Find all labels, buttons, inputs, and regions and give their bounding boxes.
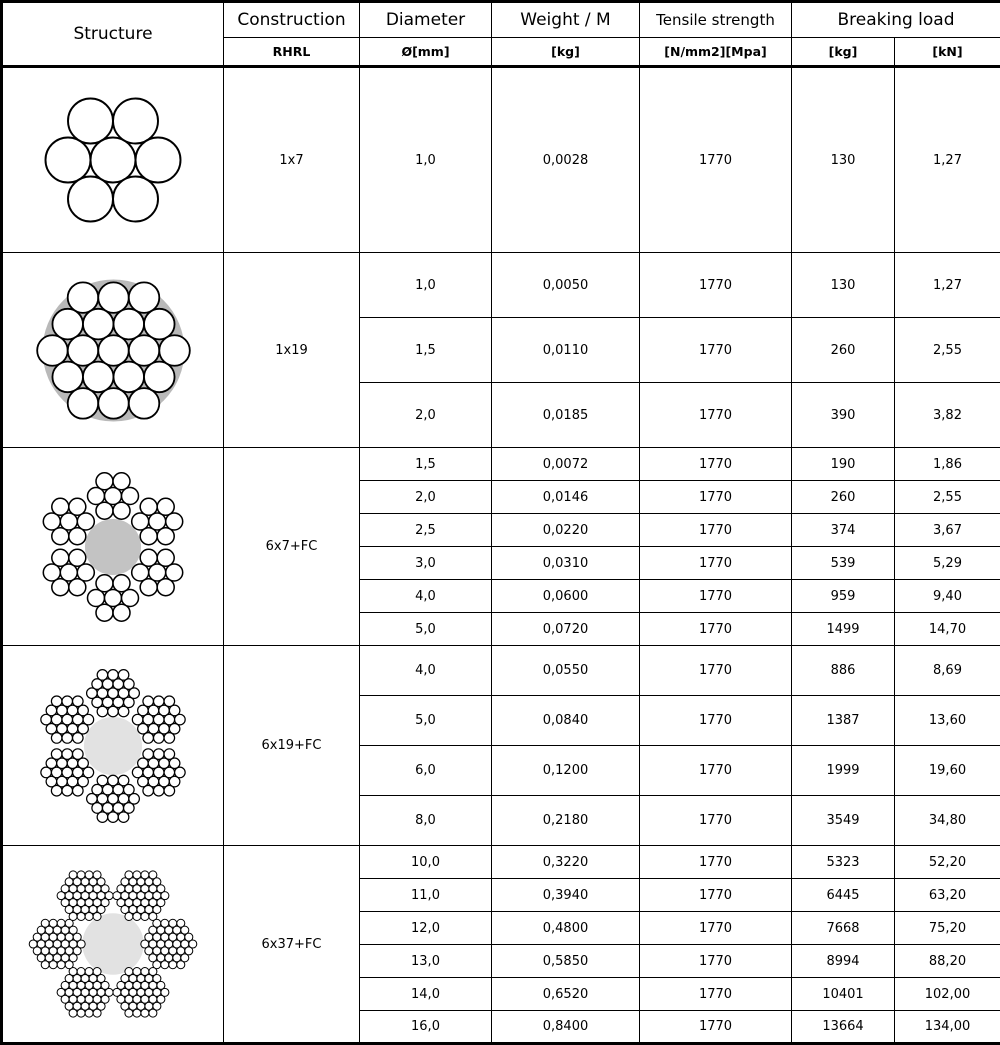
tensile-cell: 1770 xyxy=(640,253,792,318)
diameter-cell: 2,5 xyxy=(360,514,492,547)
breaking-kg-cell: 1499 xyxy=(792,613,895,646)
construction-cell: 1x19 xyxy=(224,253,360,448)
tensile-cell: 1770 xyxy=(640,846,792,879)
table-body xyxy=(2,67,1000,1044)
subheader-diameter-mm: Ø[mm] xyxy=(360,38,492,67)
subheader-breaking-kn: [kN] xyxy=(895,38,1000,67)
tensile-cell: 1770 xyxy=(640,383,792,448)
rope-cross-section-icon xyxy=(28,462,198,632)
rope-cross-section-icon xyxy=(38,85,188,235)
diameter-cell: 5,0 xyxy=(360,696,492,746)
breaking-kn-cell: 14,70 xyxy=(895,613,1000,646)
weight-cell: 0,0050 xyxy=(492,253,640,318)
construction-cell: 6x37+FC xyxy=(224,846,360,1044)
breaking-kg-cell: 1387 xyxy=(792,696,895,746)
diameter-cell: 13,0 xyxy=(360,945,492,978)
structure-cell-1x19 xyxy=(2,253,224,448)
breaking-kg-cell: 959 xyxy=(792,580,895,613)
weight-cell: 0,0028 xyxy=(492,67,640,253)
breaking-kn-cell: 52,20 xyxy=(895,846,1000,879)
breaking-kn-cell: 2,55 xyxy=(895,318,1000,383)
construction-cell: 6x19+FC xyxy=(224,646,360,846)
spec-row xyxy=(2,253,1000,318)
diameter-cell: 16,0 xyxy=(360,1011,492,1044)
weight-cell: 0,0600 xyxy=(492,580,640,613)
weight-cell: 0,0110 xyxy=(492,318,640,383)
spec-row xyxy=(2,67,1000,253)
breaking-kn-cell: 134,00 xyxy=(895,1011,1000,1044)
breaking-kn-cell: 3,82 xyxy=(895,383,1000,448)
weight-cell: 0,0220 xyxy=(492,514,640,547)
subheader-breaking-kg: [kg] xyxy=(792,38,895,67)
diameter-cell: 1,5 xyxy=(360,318,492,383)
breaking-kg-cell: 5323 xyxy=(792,846,895,879)
diameter-cell: 1,0 xyxy=(360,253,492,318)
breaking-kg-cell: 374 xyxy=(792,514,895,547)
weight-cell: 0,2180 xyxy=(492,796,640,846)
breaking-kn-cell: 9,40 xyxy=(895,580,1000,613)
breaking-kg-cell: 7668 xyxy=(792,912,895,945)
weight-cell: 0,8400 xyxy=(492,1011,640,1044)
breaking-kg-cell: 539 xyxy=(792,547,895,580)
spec-row xyxy=(2,846,1000,879)
table-header xyxy=(2,2,1000,67)
breaking-kg-cell: 13664 xyxy=(792,1011,895,1044)
weight-cell: 0,0146 xyxy=(492,481,640,514)
breaking-kn-cell: 3,67 xyxy=(895,514,1000,547)
diameter-cell: 3,0 xyxy=(360,547,492,580)
tensile-cell: 1770 xyxy=(640,746,792,796)
breaking-kg-cell: 260 xyxy=(792,481,895,514)
breaking-kn-cell: 2,55 xyxy=(895,481,1000,514)
breaking-kg-cell: 6445 xyxy=(792,879,895,912)
col-header-tensile: Tensile strength xyxy=(640,2,792,38)
breaking-kn-cell: 75,20 xyxy=(895,912,1000,945)
diameter-cell: 2,0 xyxy=(360,383,492,448)
breaking-kg-cell: 130 xyxy=(792,253,895,318)
tensile-cell: 1770 xyxy=(640,945,792,978)
weight-cell: 0,0310 xyxy=(492,547,640,580)
rope-cross-section-icon xyxy=(25,658,201,834)
breaking-kn-cell: 102,00 xyxy=(895,978,1000,1011)
breaking-kn-cell: 34,80 xyxy=(895,796,1000,846)
subheader-weight-kg: [kg] xyxy=(492,38,640,67)
breaking-kg-cell: 190 xyxy=(792,448,895,481)
breaking-kg-cell: 260 xyxy=(792,318,895,383)
breaking-kn-cell: 13,60 xyxy=(895,696,1000,746)
weight-cell: 0,0840 xyxy=(492,696,640,746)
weight-cell: 0,6520 xyxy=(492,978,640,1011)
spec-row xyxy=(2,646,1000,696)
breaking-kg-cell: 3549 xyxy=(792,796,895,846)
weight-cell: 0,1200 xyxy=(492,746,640,796)
col-header-breaking: Breaking load xyxy=(792,2,1000,38)
breaking-kg-cell: 8994 xyxy=(792,945,895,978)
diameter-cell: 12,0 xyxy=(360,912,492,945)
breaking-kn-cell: 1,27 xyxy=(895,253,1000,318)
diameter-cell: 14,0 xyxy=(360,978,492,1011)
rope-cross-section-icon xyxy=(20,851,206,1037)
diameter-cell: 10,0 xyxy=(360,846,492,879)
weight-cell: 0,3220 xyxy=(492,846,640,879)
tensile-cell: 1770 xyxy=(640,879,792,912)
spec-row xyxy=(2,448,1000,481)
diameter-cell: 1,5 xyxy=(360,448,492,481)
weight-cell: 0,0720 xyxy=(492,613,640,646)
diameter-cell: 5,0 xyxy=(360,613,492,646)
diameter-cell: 1,0 xyxy=(360,67,492,253)
breaking-kn-cell: 5,29 xyxy=(895,547,1000,580)
tensile-cell: 1770 xyxy=(640,613,792,646)
breaking-kn-cell: 1,86 xyxy=(895,448,1000,481)
breaking-kg-cell: 130 xyxy=(792,67,895,253)
tensile-cell: 1770 xyxy=(640,796,792,846)
construction-cell: 1x7 xyxy=(224,67,360,253)
breaking-kn-cell: 1,27 xyxy=(895,67,1000,253)
tensile-cell: 1770 xyxy=(640,580,792,613)
breaking-kg-cell: 390 xyxy=(792,383,895,448)
structure-cell-6x19+FC xyxy=(2,646,224,846)
tensile-cell: 1770 xyxy=(640,67,792,253)
tensile-cell: 1770 xyxy=(640,318,792,383)
tensile-cell: 1770 xyxy=(640,696,792,746)
breaking-kn-cell: 63,20 xyxy=(895,879,1000,912)
col-header-structure: Structure xyxy=(2,2,224,67)
structure-cell-6x7+FC xyxy=(2,448,224,646)
subheader-tensile-units: [N/mm2][Mpa] xyxy=(640,38,792,67)
diameter-cell: 4,0 xyxy=(360,646,492,696)
diameter-cell: 8,0 xyxy=(360,796,492,846)
diameter-cell: 11,0 xyxy=(360,879,492,912)
subheader-rhrl: RHRL xyxy=(224,38,360,67)
breaking-kn-cell: 88,20 xyxy=(895,945,1000,978)
structure-cell-6x37+FC xyxy=(2,846,224,1044)
tensile-cell: 1770 xyxy=(640,978,792,1011)
col-header-weight: Weight / M xyxy=(492,2,640,38)
tensile-cell: 1770 xyxy=(640,1011,792,1044)
tensile-cell: 1770 xyxy=(640,646,792,696)
diameter-cell: 6,0 xyxy=(360,746,492,796)
breaking-kn-cell: 8,69 xyxy=(895,646,1000,696)
col-header-diameter: Diameter xyxy=(360,2,492,38)
header-row-main xyxy=(2,2,1000,38)
construction-cell: 6x7+FC xyxy=(224,448,360,646)
tensile-cell: 1770 xyxy=(640,514,792,547)
breaking-kg-cell: 886 xyxy=(792,646,895,696)
breaking-kg-cell: 1999 xyxy=(792,746,895,796)
diameter-cell: 4,0 xyxy=(360,580,492,613)
tensile-cell: 1770 xyxy=(640,912,792,945)
weight-cell: 0,4800 xyxy=(492,912,640,945)
tensile-cell: 1770 xyxy=(640,448,792,481)
breaking-kg-cell: 10401 xyxy=(792,978,895,1011)
weight-cell: 0,3940 xyxy=(492,879,640,912)
col-header-construction: Construction xyxy=(224,2,360,38)
rope-cross-section-icon xyxy=(31,268,196,433)
weight-cell: 0,5850 xyxy=(492,945,640,978)
breaking-kn-cell: 19,60 xyxy=(895,746,1000,796)
weight-cell: 0,0550 xyxy=(492,646,640,696)
tensile-cell: 1770 xyxy=(640,547,792,580)
weight-cell: 0,0185 xyxy=(492,383,640,448)
weight-cell: 0,0072 xyxy=(492,448,640,481)
structure-cell-1x7 xyxy=(2,67,224,253)
tensile-cell: 1770 xyxy=(640,481,792,514)
diameter-cell: 2,0 xyxy=(360,481,492,514)
